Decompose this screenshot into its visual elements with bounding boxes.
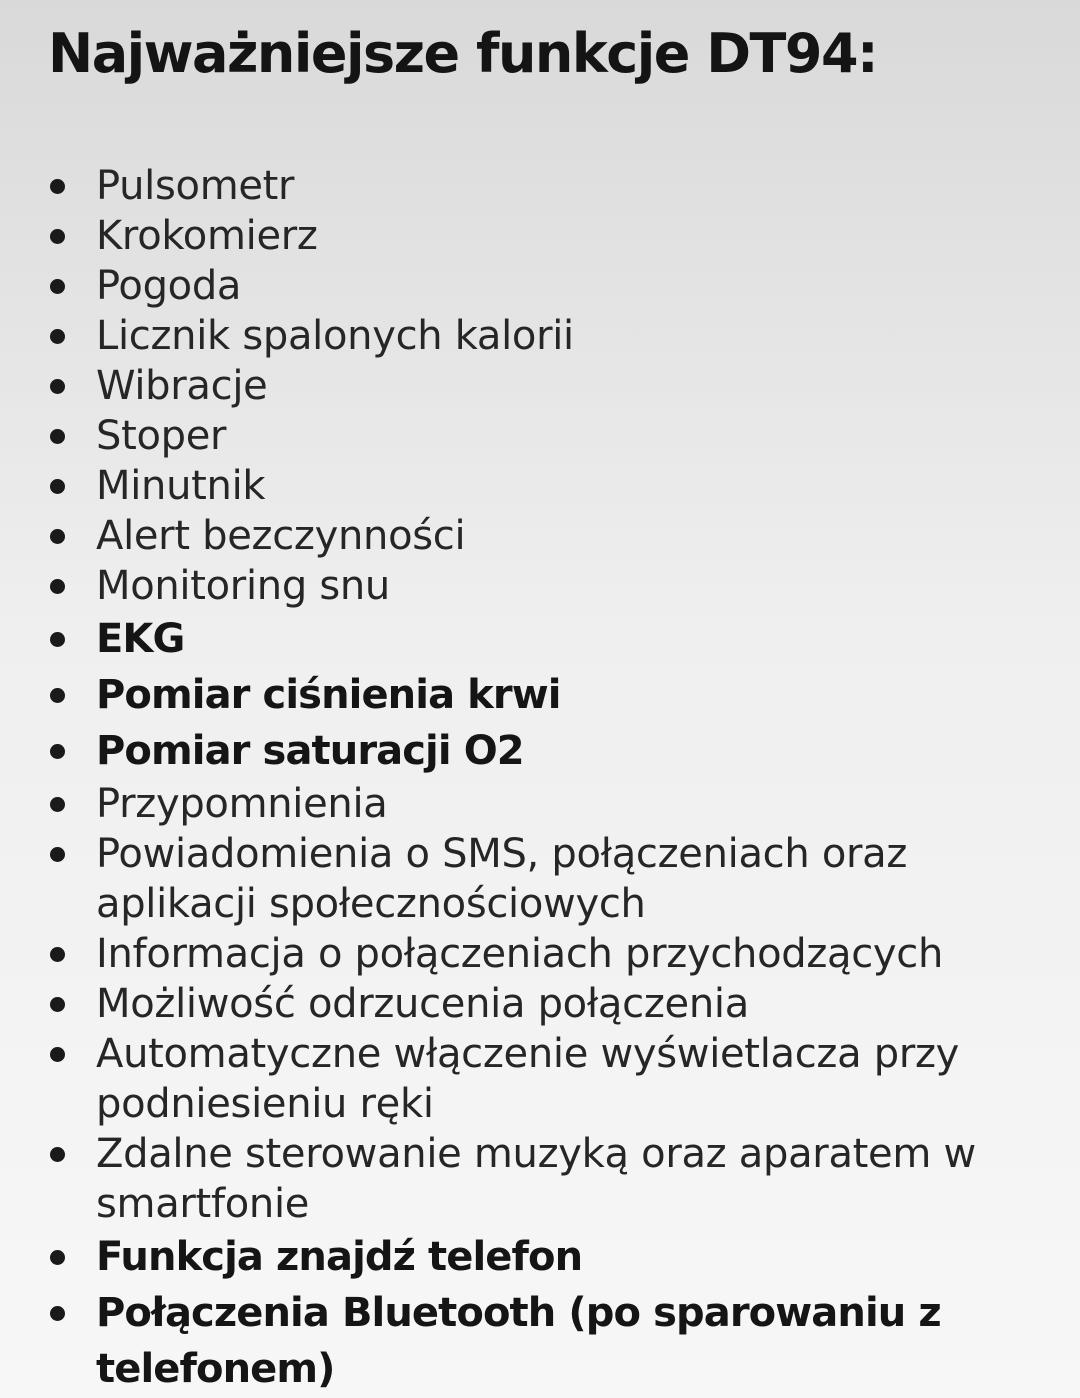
- feature-label: Połączenia Bluetooth (po sparowaniu z telefonem): [96, 1290, 941, 1392]
- feature-item-minutnik: [48, 461, 1040, 511]
- feature-label: Możliwość odrzucenia połączenia: [96, 981, 749, 1027]
- page-title: Najważniejsze funkcje DT94:: [48, 22, 878, 85]
- feature-item-wibracje: [48, 361, 1040, 411]
- feature-label: Przypomnienia: [96, 781, 388, 827]
- feature-label: Wibracje: [96, 363, 268, 409]
- feature-item-pogoda: [48, 261, 1040, 311]
- feature-list: [48, 161, 1040, 1397]
- feature-label: Monitoring snu: [96, 563, 390, 609]
- bullet-icon: [50, 329, 65, 344]
- bullet-icon: [50, 229, 65, 244]
- bullet-icon: [50, 1306, 65, 1321]
- bullet-icon: [50, 1147, 65, 1162]
- feature-label: Pomiar ciśnienia krwi: [96, 672, 561, 718]
- feature-label: EKG: [96, 616, 185, 662]
- feature-item-przypomnienia: [48, 779, 1040, 829]
- feature-label: Stoper: [96, 413, 227, 459]
- feature-item-sterowanie-muzyka: [48, 1129, 1040, 1229]
- feature-item-wlaczenie-wyswietlacza: [48, 1029, 1040, 1129]
- bullet-icon: [50, 688, 65, 703]
- feature-item-ekg: [48, 611, 1040, 667]
- feature-item-cisnienie-krwi: [48, 667, 1040, 723]
- bullet-icon: [50, 632, 65, 647]
- bullet-icon: [50, 279, 65, 294]
- bullet-icon: [50, 1250, 65, 1265]
- bullet-icon: [50, 997, 65, 1012]
- feature-label: Alert bezczynności: [96, 513, 466, 559]
- feature-item-licznik-kalorii: [48, 311, 1040, 361]
- feature-item-znajdz-telefon: [48, 1229, 1040, 1285]
- feature-item-monitoring-snu: [48, 561, 1040, 611]
- bullet-icon: [50, 947, 65, 962]
- feature-item-pulsometr: [48, 161, 1040, 211]
- feature-label: Informacja o połączeniach przychodzących: [96, 931, 944, 977]
- feature-label: Pogoda: [96, 263, 242, 309]
- feature-item-informacja-polaczenia: [48, 929, 1040, 979]
- bullet-icon: [50, 1047, 65, 1062]
- feature-label: Licznik spalonych kalorii: [96, 313, 574, 359]
- bullet-icon: [50, 479, 65, 494]
- bullet-icon: [50, 529, 65, 544]
- feature-label: Minutnik: [96, 463, 266, 509]
- feature-label: Pulsometr: [96, 163, 295, 209]
- feature-label: Funkcja znajdź telefon: [96, 1234, 583, 1280]
- bullet-icon: [50, 579, 65, 594]
- bullet-icon: [50, 744, 65, 759]
- feature-item-stoper: [48, 411, 1040, 461]
- feature-item-bluetooth: [48, 1285, 1040, 1397]
- bullet-icon: [50, 847, 65, 862]
- feature-label: Zdalne sterowanie muzyką oraz aparatem w smartfonie: [96, 1131, 976, 1227]
- feature-item-powiadomienia: [48, 829, 1040, 929]
- feature-label: Powiadomienia o SMS, połączeniach oraz aplikacji społecznościowych: [96, 831, 908, 927]
- bullet-icon: [50, 379, 65, 394]
- feature-item-saturacja-o2: [48, 723, 1040, 779]
- bullet-icon: [50, 179, 65, 194]
- feature-label: Pomiar saturacji O2: [96, 728, 524, 774]
- feature-item-alert-bezczynnosci: [48, 511, 1040, 561]
- feature-label: Automatyczne włączenie wyświetlacza przy podniesieniu ręki: [96, 1031, 960, 1127]
- bullet-icon: [50, 797, 65, 812]
- feature-label: Krokomierz: [96, 213, 318, 259]
- feature-item-odrzucenie-polaczenia: [48, 979, 1040, 1029]
- feature-item-krokomierz: [48, 211, 1040, 261]
- bullet-icon: [50, 429, 65, 444]
